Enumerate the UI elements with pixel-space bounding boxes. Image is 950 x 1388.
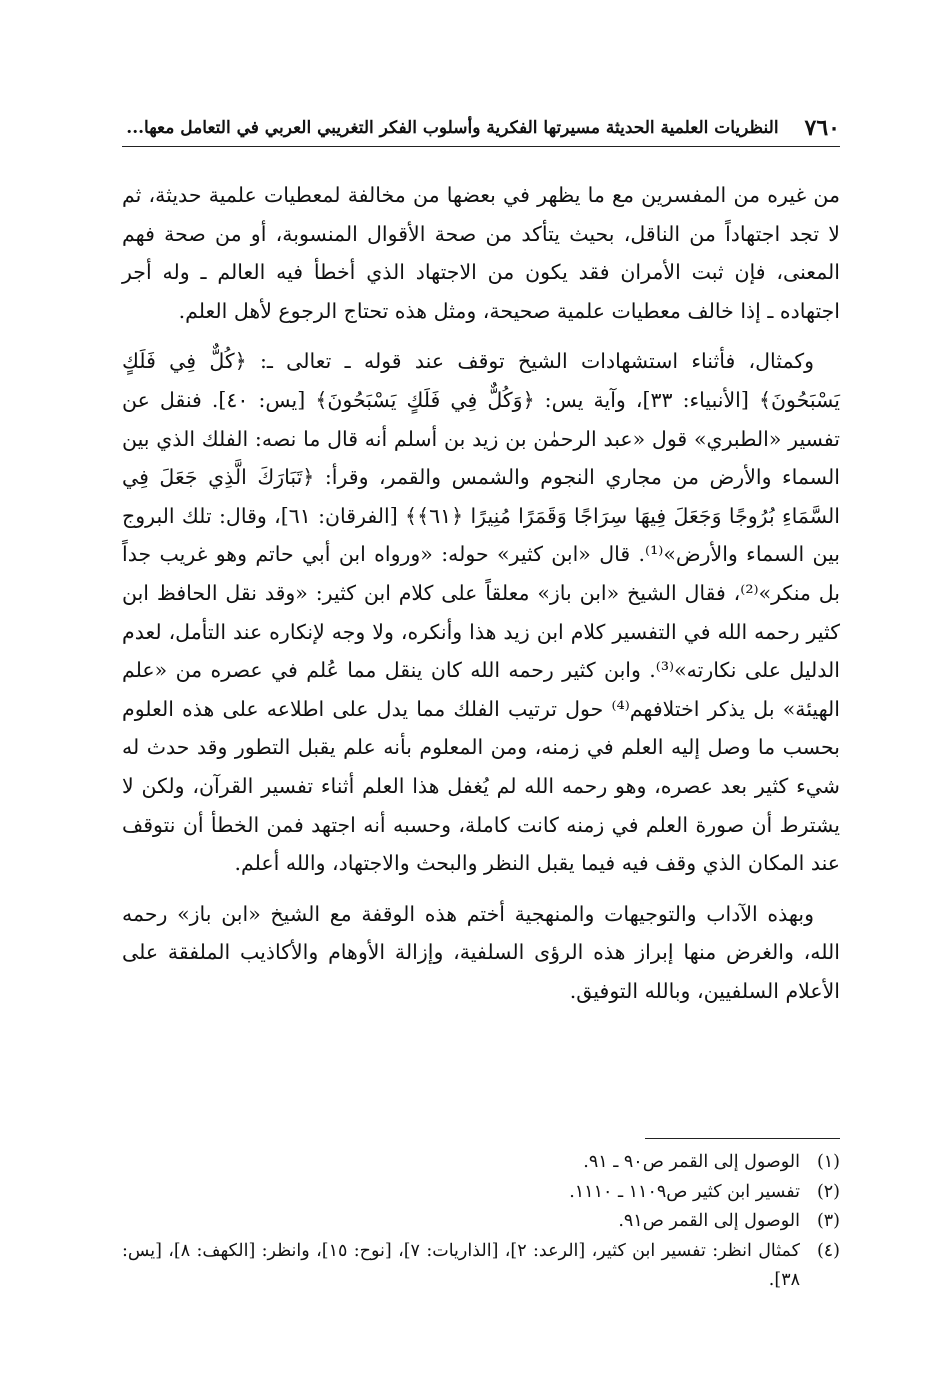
page-header (122, 112, 840, 144)
footnote (122, 1178, 840, 1208)
footnote (122, 1207, 840, 1237)
paragraph: من غيره من المفسرين مع ما يظهر في بعضها من مخالفة لمعطيات علمية حديثة، ثم لا تجد اجتهاداً من الناقل، بحيث يتأكد من صحة الأقوال المنسوبة، أو من صحة فهم المعنى، فإن ثبت الأمران فقد يكون من الاجتهاد الذي أخطأ فيه العالم ـ وله أجر اجتهاده ـ إذا خالف معطيات علمية صحيحة، ومثل هذه تحتاج الرجوع لأهل العلم. (122, 183, 840, 323)
footnote-text: الوصول إلى القمر ص٩٠ ـ ٩١. (583, 1152, 800, 1172)
footnote-number: (١) (816, 1152, 840, 1172)
footnote (122, 1237, 840, 1296)
page-number: ٧٦٠ (804, 115, 840, 141)
main-text (122, 176, 840, 1022)
footnote-text: الوصول إلى القمر ص٩١. (618, 1211, 800, 1231)
paragraph: وكمثال، فأثناء استشهادات الشيخ توقف عند قوله ـ تعالى ـ: ﴿كُلٌّ فِي فَلَكٍ يَسْبَحُونَ﴾ [الأنبياء: ٣٣]، وآية يس: ﴿وَكُلٌّ فِي فَلَكٍ يَسْبَحُونَ﴾ [يس: ٤٠]. فنقل عن تفسير «الطبري» قول «عبد الرحمٰن بن زيد بن أسلم أنه قال ما نصه: الفلك الذي بين السماء والأرض من مجاري النجوم والشمس والقمر، وقرأ: ﴿تَبَارَكَ الَّذِي جَعَلَ فِي السَّمَاءِ بُرُوجًا وَجَعَلَ فِيهَا سِرَاجًا وَقَمَرًا مُنِيرًا ﴿٦١﴾﴾ [الفرقان: ٦١]، وقال: تلك البروج بين السماء والأرض»⁽¹⁾. قال «ابن كثير» حوله: «ورواه ابن أبي حاتم وهو غريب جداً بل منكر»⁽²⁾، فقال الشيخ «ابن باز» معلقاً على كلام ابن كثير: «وقد نقل الحافظ ابن كثير رحمه الله في التفسير كلام ابن زيد هذا وأنكره، ولا وجه لإنكاره عند التأمل، لعدم الدليل على نكارته»⁽³⁾. وابن كثير رحمه الله كان ينقل مما عُلم في عصره من «علم الهيئة» بل يذكر اختلافهم⁽⁴⁾ حول ترتيب الفلك مما يدل على اطلاعه على هذه العلوم بحسب ما وصل إليه العلم في زمنه، ومن المعلوم بأنه علم يقبل التطور وقد حدث له شيء كثير بعد عصره، وهو رحمه الله لم يُغفل هذا العلم أثناء تفسير القرآن، ولكن لا يشترط أن صورة العلم في زمنه كانت كاملة، وحسبه أنه اجتهد فمن الخطأ أن نتوقف عند المكان الذي وقف فيه فيما يقبل النظر والبحث والاجتهاد، والله أعلم. (122, 349, 841, 876)
footnote-text: كمثال انظر: تفسير ابن كثير، [الرعد: ٢]، [الذاريات: ٧]، [نوح: ١٥]، وانظر: [الكهف: ٨]، [يس: ٣٨]. (122, 1240, 800, 1290)
footnote-number: (٤) (816, 1240, 840, 1261)
footnote-divider (645, 1138, 840, 1139)
running-title: النظريات العلمية الحديثة مسيرتها الفكرية وأسلوب الفكر التغريبي العربي في التعامل معها... (126, 118, 779, 138)
footnotes-list (122, 1148, 840, 1296)
footnote-number: (٢) (816, 1181, 840, 1202)
header-divider (122, 146, 840, 147)
paragraph: وبهذه الآداب والتوجيهات والمنهجية أختم هذه الوقفة مع الشيخ «ابن باز» رحمه الله، والغرض منها إبراز هذه الرؤى السلفية، وإزالة الأوهام والأكاذيب الملفقة على الأعلام السلفيين، وبالله التوفيق. (122, 901, 840, 1003)
footnote-text: تفسير ابن كثير ص١١٠٩ ـ ١١١٠. (569, 1181, 800, 1202)
footnote (122, 1148, 840, 1178)
footnote-number: (٣) (816, 1211, 840, 1231)
